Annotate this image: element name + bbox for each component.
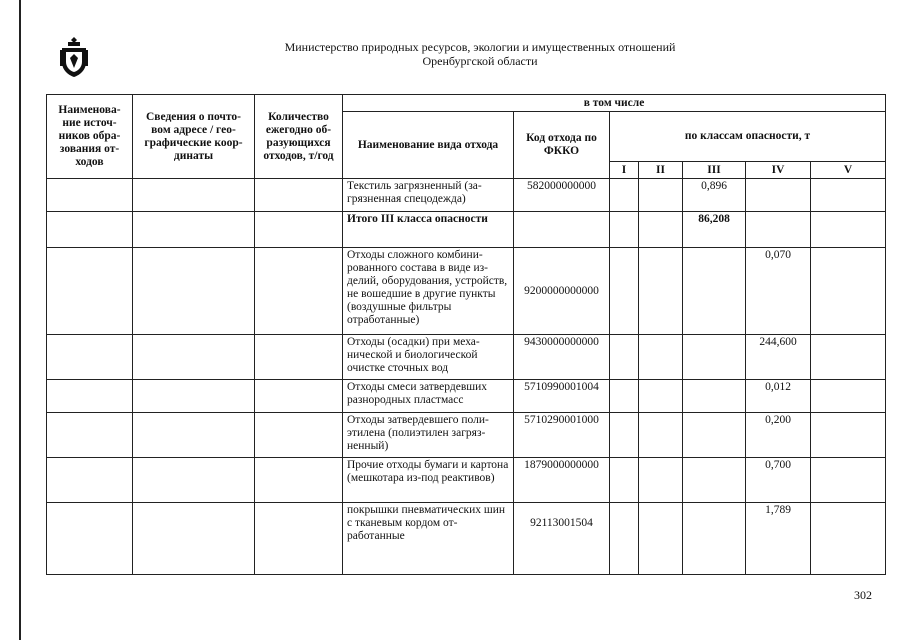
cell-class-3: 86,208 — [683, 212, 746, 248]
ministry-title: Министерство природных ресурсов, экологии и имущественных отношений — [284, 40, 676, 54]
cell-class-2 — [639, 248, 683, 335]
cell-class-1 — [610, 380, 639, 413]
page-number: 302 — [854, 588, 872, 602]
coat-of-arms-icon — [59, 36, 89, 78]
cell-code: 9200000000000 — [514, 248, 610, 335]
header-including: в том числе — [343, 95, 886, 112]
cell-class-1 — [610, 458, 639, 503]
cell-class-5 — [811, 503, 886, 575]
cell-class-4: 1,789 — [746, 503, 811, 575]
cell-class-3 — [683, 335, 746, 380]
cell-class-1 — [610, 413, 639, 458]
table-row — [47, 335, 886, 380]
cell-class-1 — [610, 335, 639, 380]
cell-class-2 — [639, 335, 683, 380]
cell-class-2 — [639, 413, 683, 458]
header-address-info: Сведения о почто-вом адресе / гео-графические коор-динаты — [133, 95, 255, 179]
header-class-4: IV — [746, 162, 811, 179]
table-row-total — [47, 212, 886, 248]
cell-class-4: 0,070 — [746, 248, 811, 335]
cell-quantity — [255, 212, 343, 248]
table-row — [47, 179, 886, 212]
cell-class-1 — [610, 503, 639, 575]
cell-quantity — [255, 248, 343, 335]
cell-source — [47, 179, 133, 212]
cell-waste-name: Отходы сложного комбини-рованного состава в виде из-делий, оборудования, устройств, не вошедшие в другие пункты (воздушные фильтры отработанные) — [343, 248, 514, 335]
cell-waste-name: Отходы затвердевшего поли-этилена (полиэтилен загряз-ненный) — [343, 413, 514, 458]
cell-code: 5710990001004 — [514, 380, 610, 413]
cell-source — [47, 248, 133, 335]
cell-waste-name: покрышки пневматических шин с тканевым кордом от-работанные — [343, 503, 514, 575]
cell-source — [47, 458, 133, 503]
cell-class-3 — [683, 413, 746, 458]
binder-margin-line — [19, 0, 21, 640]
cell-source — [47, 413, 133, 458]
cell-class-5 — [811, 413, 886, 458]
cell-class-5 — [811, 335, 886, 380]
cell-class-5 — [811, 458, 886, 503]
waste-table — [46, 94, 886, 575]
cell-address — [133, 212, 255, 248]
cell-code: 92113001504 — [514, 503, 610, 575]
table-row — [47, 458, 886, 503]
cell-class-5 — [811, 179, 886, 212]
cell-class-4: 0,012 — [746, 380, 811, 413]
cell-class-2 — [639, 380, 683, 413]
region-title: Оренбургской области — [422, 54, 538, 68]
cell-waste-name: Отходы смеси затвердевших разнородных пластмасс — [343, 380, 514, 413]
cell-class-2 — [639, 458, 683, 503]
cell-waste-name: Итого III класса опасности — [343, 212, 514, 248]
cell-address — [133, 413, 255, 458]
cell-address — [133, 380, 255, 413]
cell-code: 582000000000 — [514, 179, 610, 212]
cell-source — [47, 335, 133, 380]
table-row — [47, 380, 886, 413]
cell-quantity — [255, 503, 343, 575]
cell-class-5 — [811, 380, 886, 413]
cell-code — [514, 212, 610, 248]
cell-class-1 — [610, 212, 639, 248]
header-fkko-code: Код отхода по ФККО — [514, 112, 610, 179]
header-class-1: I — [610, 162, 639, 179]
ministry-header — [200, 40, 760, 68]
cell-class-1 — [610, 179, 639, 212]
cell-address — [133, 335, 255, 380]
cell-code: 9430000000000 — [514, 335, 610, 380]
table-row — [47, 503, 886, 575]
cell-source — [47, 212, 133, 248]
cell-waste-name: Текстиль загрязненный (за-грязненная спецодежда) — [343, 179, 514, 212]
header-waste-type-name: Наименование вида отхода — [343, 112, 514, 179]
header-annual-quantity: Количество ежегодно об-разующихся отходов, т/год — [255, 95, 343, 179]
cell-class-3 — [683, 380, 746, 413]
cell-class-2 — [639, 503, 683, 575]
cell-class-4: 244,600 — [746, 335, 811, 380]
cell-class-4 — [746, 212, 811, 248]
cell-code: 1879000000000 — [514, 458, 610, 503]
cell-code: 5710290001000 — [514, 413, 610, 458]
table-row — [47, 413, 886, 458]
cell-quantity — [255, 458, 343, 503]
cell-quantity — [255, 380, 343, 413]
cell-class-3 — [683, 248, 746, 335]
cell-address — [133, 503, 255, 575]
cell-address — [133, 179, 255, 212]
cell-address — [133, 248, 255, 335]
cell-quantity — [255, 413, 343, 458]
header-class-2: II — [639, 162, 683, 179]
cell-waste-name: Отходы (осадки) при меха-нической и биологической очистке сточных вод — [343, 335, 514, 380]
cell-class-4: 0,200 — [746, 413, 811, 458]
cell-class-4 — [746, 179, 811, 212]
table-row — [47, 248, 886, 335]
cell-class-3 — [683, 458, 746, 503]
cell-quantity — [255, 179, 343, 212]
cell-class-3 — [683, 503, 746, 575]
cell-address — [133, 458, 255, 503]
header-class-3: III — [683, 162, 746, 179]
cell-source — [47, 380, 133, 413]
cell-source — [47, 503, 133, 575]
header-class-5: V — [811, 162, 886, 179]
cell-class-5 — [811, 212, 886, 248]
cell-class-3: 0,896 — [683, 179, 746, 212]
cell-class-1 — [610, 248, 639, 335]
header-by-hazard-class: по классам опасности, т — [610, 112, 886, 162]
cell-waste-name: Прочие отходы бумаги и картона (мешкотара из-под реактивов) — [343, 458, 514, 503]
cell-class-4: 0,700 — [746, 458, 811, 503]
cell-class-2 — [639, 212, 683, 248]
header-source-names: Наименова-ние источ-ников обра-зования от-ходов — [47, 95, 133, 179]
cell-quantity — [255, 335, 343, 380]
cell-class-5 — [811, 248, 886, 335]
cell-class-2 — [639, 179, 683, 212]
